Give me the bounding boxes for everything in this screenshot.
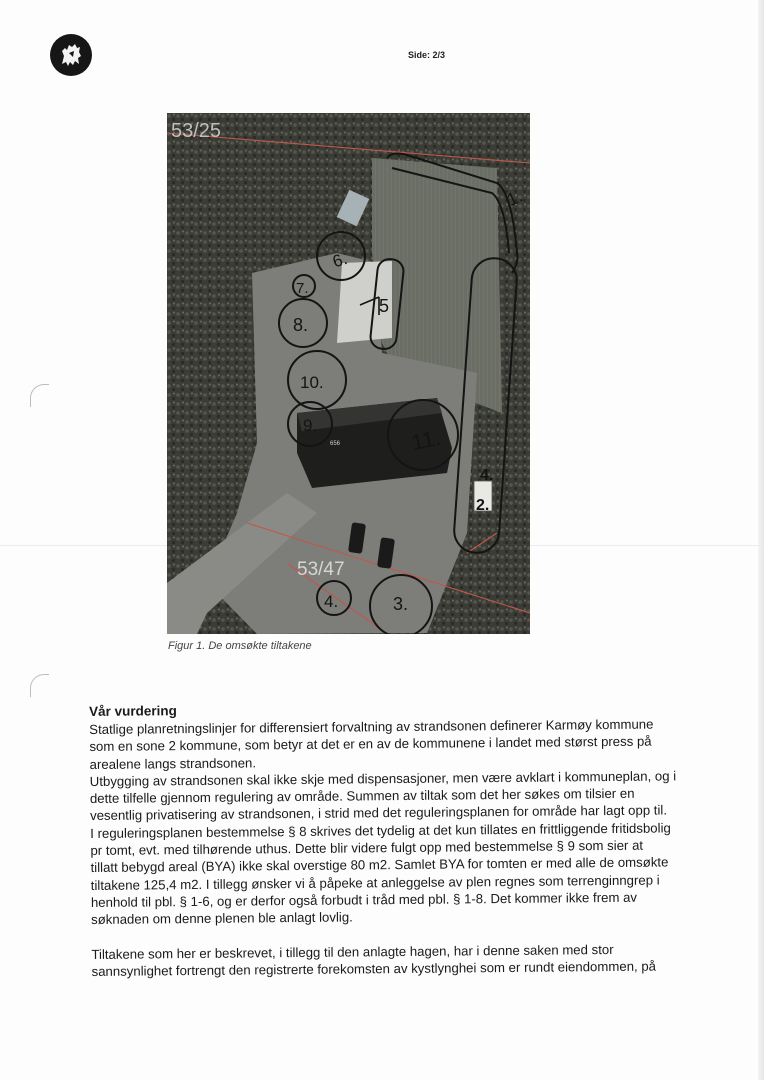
marker-label: 4. <box>324 592 339 611</box>
text-line: tillatt bebygd areal (BYA) ikke skal overstige 80 m2. Samlet BYA for tomten er med alle de omsøkte <box>90 854 669 876</box>
page-number: Side: 2/3 <box>408 50 446 60</box>
section-heading: Vår vurdering <box>89 703 177 719</box>
scan-edge <box>758 0 764 1080</box>
lion-emblem-icon <box>50 34 92 76</box>
marker-label: 6. <box>330 248 350 272</box>
paper-crease-mark <box>30 384 49 407</box>
text-line: henhold til pbl. § 1-6, og er derfor også forbudt i tråd med pbl. § 1-8. Det kommer ikke frem av <box>90 889 638 910</box>
marker-label: 7. <box>296 280 309 297</box>
coat-of-arms-logo <box>50 34 92 76</box>
text-line: arealene langs strandsonen. <box>89 754 257 772</box>
marker-label: 3. <box>393 594 409 614</box>
text-line: dette tilfelle gjennom regulering av område. Summen av tiltak som det her søkes om tilsier en <box>89 785 635 807</box>
assessment-section <box>89 697 698 980</box>
figure-caption: Figur 1. De omsøkte tiltakene <box>168 640 312 652</box>
text-line: Statlige planretningslinjer for differensiert forvaltning av strandsonen definerer Karmøy kommune <box>89 716 654 737</box>
marker-label: 5 <box>379 296 390 316</box>
marker-label: 11. <box>409 424 443 456</box>
paragraph <box>91 940 697 980</box>
text-line: I reguleringsplanen bestemmelse § 8 skrives det tydelig at det kun tillates en frittliggende fritidsbolig <box>90 820 671 841</box>
marker-label: 1. <box>503 185 526 211</box>
aerial-site-map <box>167 113 530 634</box>
marker-label: 10. <box>300 373 324 392</box>
text-line: sannsynlighet fortrengt den registrerte forekomsten av kystlynghei som er rundt eiendommen, på <box>91 958 657 979</box>
text-line: som en sone 2 kommune, som betyr at det er en av de kommunene i landet med størst press på <box>89 733 652 755</box>
paragraph <box>89 715 697 928</box>
building-label: 656 <box>330 441 341 447</box>
text-line: pr tomt, evt. med tilhørende uthus. Dette blir videre fulgt opp med bestemmelse § 9 som sier at <box>90 837 644 859</box>
marker-label: 9. <box>303 416 318 435</box>
text-line: vesentlig privatisering av strandsonen, i strid med det reguleringsplanen for område har lagt opp til. <box>90 802 668 824</box>
text-line: søknaden om denne plenen ble anlagt lovlig. <box>91 909 353 928</box>
aerial-photo <box>167 113 530 634</box>
marker-label: 8. <box>293 315 309 335</box>
text-line: tiltakene 125,4 m2. I tillegg ønsker vi å påpeke at anleggelse av plen regnes som terrenginngrep i <box>90 872 660 893</box>
marker-label: 4. <box>480 467 494 484</box>
parcel-label: 53/25 <box>171 120 222 142</box>
parcel-label: 53/47 <box>297 559 345 580</box>
text-line: Utbygging av strandsonen skal ikke skje med dispensasjoner, men være avklart i kommuneplan, og i <box>89 768 677 789</box>
marker-label: 2. <box>476 497 490 514</box>
text-line: Tiltakene som her er beskrevet, i tillegg til den anlagte hagen, har i denne saken med stor <box>91 941 614 962</box>
paper-crease-mark <box>30 674 49 697</box>
